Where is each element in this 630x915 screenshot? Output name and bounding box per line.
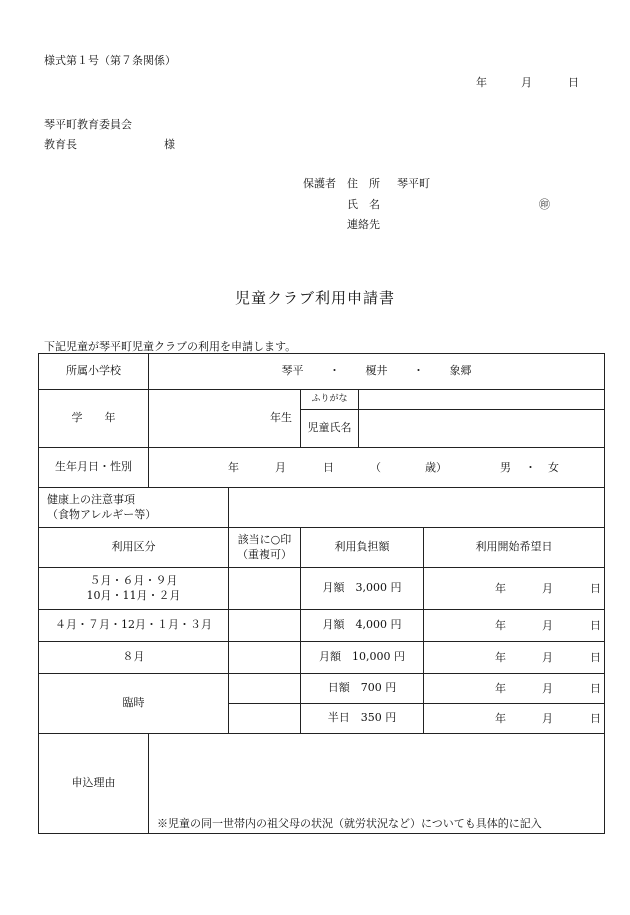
reason-row (39, 734, 605, 834)
health-label-line2: （食物アレルギー等） (47, 507, 157, 521)
start-day-label: 日 (590, 711, 601, 725)
seal-mark: ㊞ (539, 198, 550, 211)
guardian-address-label: 住 所 (347, 177, 380, 190)
start-year-label: 年 (495, 681, 506, 695)
reason-input[interactable] (149, 734, 605, 834)
guardian-contact-label: 連絡先 (347, 218, 380, 231)
reason-label: 申込理由 (39, 734, 149, 834)
temp-label: 臨時 (39, 674, 229, 734)
dob-input[interactable] (149, 448, 605, 488)
school-options[interactable] (149, 354, 605, 390)
start-year-label: 年 (495, 581, 506, 595)
dob-day-label: 日 (323, 460, 334, 474)
addressee-org: 琴平町教育委員会 (44, 118, 132, 131)
usage-label: ８月 (39, 642, 229, 674)
dob-year-label: 年 (228, 460, 239, 474)
start-date-header: 利用開始希望日 (424, 528, 605, 568)
reason-note: ※児童の同一世帯内の祖父母の状況（就労状況など）についても具体的に記入 (157, 816, 542, 830)
document-title: 児童クラブ利用申請書 (234, 289, 395, 307)
usage-fee: 日額 700 円 (301, 674, 424, 704)
usage-check-cell[interactable] (229, 642, 301, 674)
usage-fee: 半日 350 円 (301, 704, 424, 734)
start-day-label: 日 (590, 581, 601, 595)
form-number: 様式第１号（第７条関係） (44, 54, 176, 67)
grade-row-top (39, 390, 605, 410)
usage-label-line1: ５月・６月・９月 (89, 574, 178, 588)
guardian-address-value: 琴平町 (397, 177, 430, 190)
addressee-title: 教育長 (44, 138, 77, 151)
sex-separator: ・ (525, 460, 536, 474)
health-label (39, 488, 229, 528)
start-month-label: 月 (542, 581, 553, 595)
start-month-label: 月 (542, 711, 553, 725)
usage-check-cell[interactable] (229, 610, 301, 642)
start-year-label: 年 (495, 711, 506, 725)
start-date-input[interactable] (424, 674, 605, 704)
date-day-label: 日 (568, 76, 579, 89)
usage-fee: 月額 4,000 円 (301, 610, 424, 642)
usage-header: 利用区分 (39, 528, 229, 568)
check-header-line2: （重複可） (237, 547, 292, 561)
application-form-table (38, 353, 605, 834)
start-year-label: 年 (495, 650, 506, 664)
guardian-role: 保護者 (303, 177, 336, 190)
start-date-input[interactable] (424, 704, 605, 734)
school-option-sep: ・ (329, 364, 341, 378)
start-day-label: 日 (590, 681, 601, 695)
school-row (39, 354, 605, 390)
start-month-label: 月 (542, 681, 553, 695)
usage-check-cell[interactable] (229, 568, 301, 610)
school-option-sep: ・ (413, 364, 425, 378)
usage-row (39, 568, 605, 610)
dob-month-label: 月 (275, 460, 286, 474)
furigana-input[interactable] (359, 390, 605, 410)
age-close: 歳） (425, 460, 447, 474)
grade-suffix: 年生 (270, 411, 292, 425)
school-option-enai[interactable]: 榎井 (365, 364, 388, 378)
start-month-label: 月 (542, 618, 553, 632)
health-row (39, 488, 605, 528)
usage-check-cell[interactable] (229, 704, 301, 734)
usage-row (39, 610, 605, 642)
temp-row-day (39, 674, 605, 704)
start-month-label: 月 (542, 650, 553, 664)
date-year-label: 年 (476, 76, 487, 89)
start-day-label: 日 (590, 618, 601, 632)
intro-text: 下記児童が琴平町児童クラブの利用を申請します。 (44, 340, 297, 353)
grade-input[interactable] (149, 390, 301, 448)
usage-label-line2: 10月・11月・２月 (86, 588, 181, 602)
start-date-input[interactable] (424, 568, 605, 610)
date-month-label: 月 (521, 76, 532, 89)
start-day-label: 日 (590, 650, 601, 664)
usage-label: ４月・７月・12月・１月・３月 (39, 610, 229, 642)
furigana-label: ふりがな (301, 390, 359, 410)
dob-label: 生年月日・性別 (39, 448, 149, 488)
health-input[interactable] (229, 488, 605, 528)
fee-header: 利用負担額 (301, 528, 424, 568)
start-date-input[interactable] (424, 642, 605, 674)
school-option-zogo[interactable]: 象郷 (449, 364, 472, 378)
school-option-kotohira[interactable]: 琴平 (281, 364, 304, 378)
check-header (229, 528, 301, 568)
sex-female-option[interactable]: 女 (548, 460, 559, 474)
addressee-honorific: 様 (164, 138, 175, 151)
dob-row (39, 448, 605, 488)
usage-row (39, 642, 605, 674)
child-name-input[interactable] (359, 410, 605, 448)
child-name-label: 児童氏名 (301, 410, 359, 448)
check-header-line1: 該当に○印 (237, 533, 292, 547)
usage-label (39, 568, 229, 610)
guardian-name-label: 氏 名 (347, 198, 380, 211)
start-year-label: 年 (495, 618, 506, 632)
age-open: （ (370, 460, 381, 474)
usage-fee: 月額 10,000 円 (301, 642, 424, 674)
sex-male-option[interactable]: 男 (500, 460, 511, 474)
start-date-input[interactable] (424, 610, 605, 642)
health-label-line1: 健康上の注意事項 (47, 493, 135, 507)
grade-label: 学 年 (39, 390, 149, 448)
school-label: 所属小学校 (39, 354, 149, 390)
usage-header-row (39, 528, 605, 568)
usage-check-cell[interactable] (229, 674, 301, 704)
usage-fee: 月額 3,000 円 (301, 568, 424, 610)
